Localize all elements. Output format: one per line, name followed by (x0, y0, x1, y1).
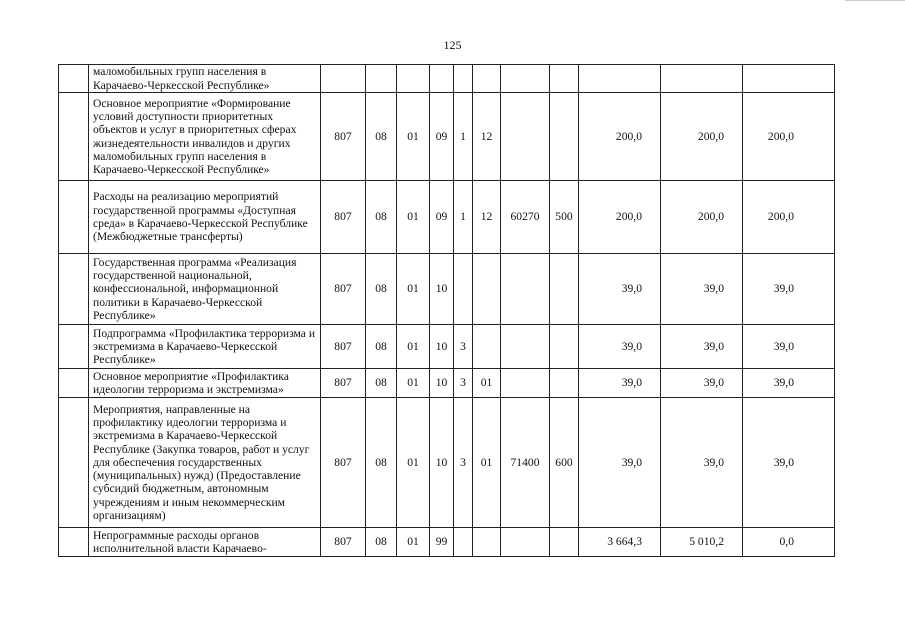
event-code-cell: 12 (473, 93, 501, 181)
subsection-cell (397, 65, 430, 93)
amount-year2-cell (661, 65, 743, 93)
direction-code-cell (501, 93, 550, 181)
amount-year1-cell: 39,0 (579, 398, 661, 528)
program-code-cell: 10 (430, 325, 454, 369)
section-cell (366, 65, 397, 93)
direction-code-cell: 60270 (501, 181, 550, 254)
amount-year1-cell: 3 664,3 (579, 528, 661, 557)
row-number-cell (59, 369, 89, 398)
subprogram-code-cell: 1 (454, 93, 473, 181)
description-cell: Непрограммные расходы органов исполнительной власти Карачаево- (89, 528, 321, 557)
amount-year3-cell (743, 65, 835, 93)
table-row (59, 181, 835, 254)
event-code-cell (473, 528, 501, 557)
amount-year1-cell (579, 65, 661, 93)
row-number-cell (59, 528, 89, 557)
program-code-cell (430, 65, 454, 93)
program-code-cell: 10 (430, 398, 454, 528)
expense-type-cell (550, 528, 579, 557)
amount-year3-cell: 200,0 (743, 181, 835, 254)
subsection-cell: 01 (397, 254, 430, 325)
table-row (59, 398, 835, 528)
subprogram-code-cell (454, 65, 473, 93)
program-code-cell: 10 (430, 254, 454, 325)
event-code-cell: 01 (473, 369, 501, 398)
program-code-cell: 99 (430, 528, 454, 557)
amount-year3-cell: 39,0 (743, 398, 835, 528)
program-code-cell: 09 (430, 181, 454, 254)
subprogram-code-cell: 1 (454, 181, 473, 254)
amount-year2-cell: 39,0 (661, 254, 743, 325)
amount-year2-cell: 200,0 (661, 181, 743, 254)
direction-code-cell: 71400 (501, 398, 550, 528)
description-cell: маломобильных групп населения в Карачаево-Черкесской Республике» (89, 65, 321, 93)
section-cell: 08 (366, 93, 397, 181)
amount-year2-cell: 200,0 (661, 93, 743, 181)
amount-year2-cell: 39,0 (661, 325, 743, 369)
subprogram-code-cell: 3 (454, 325, 473, 369)
amount-year3-cell: 0,0 (743, 528, 835, 557)
amount-year1-cell: 200,0 (579, 181, 661, 254)
section-cell: 08 (366, 325, 397, 369)
expense-type-cell (550, 254, 579, 325)
description-cell: Государственная программа «Реализация государственной национальной, конфессиональной, информационной политики в Карачаево-Черкесской Республике» (89, 254, 321, 325)
admin-code-cell: 807 (321, 181, 366, 254)
expense-type-cell: 500 (550, 181, 579, 254)
subsection-cell: 01 (397, 93, 430, 181)
subsection-cell: 01 (397, 325, 430, 369)
admin-code-cell: 807 (321, 528, 366, 557)
program-code-cell: 09 (430, 93, 454, 181)
direction-code-cell (501, 528, 550, 557)
expense-type-cell: 600 (550, 398, 579, 528)
section-cell: 08 (366, 181, 397, 254)
admin-code-cell (321, 65, 366, 93)
admin-code-cell: 807 (321, 254, 366, 325)
admin-code-cell: 807 (321, 369, 366, 398)
subsection-cell: 01 (397, 528, 430, 557)
table-row (59, 528, 835, 557)
row-number-cell (59, 325, 89, 369)
table-row (59, 93, 835, 181)
amount-year2-cell: 39,0 (661, 369, 743, 398)
subprogram-code-cell: 3 (454, 398, 473, 528)
subsection-cell: 01 (397, 181, 430, 254)
amount-year1-cell: 39,0 (579, 369, 661, 398)
subsection-cell: 01 (397, 398, 430, 528)
scan-edge-line (845, 0, 905, 6)
amount-year3-cell: 39,0 (743, 325, 835, 369)
description-cell: Основное мероприятие «Формирование условий доступности приоритетных объектов и услуг в приоритетных сферах жизнедеятельности инвалидов и других маломобильных групп населения в Карачаево-Черкесской Республике» (89, 93, 321, 181)
admin-code-cell: 807 (321, 93, 366, 181)
event-code-cell (473, 65, 501, 93)
table-row (59, 254, 835, 325)
description-cell: Подпрограмма «Профилактика терроризма и экстремизма в Карачаево-Черкесской Республике» (89, 325, 321, 369)
subprogram-code-cell (454, 254, 473, 325)
event-code-cell: 12 (473, 181, 501, 254)
admin-code-cell: 807 (321, 325, 366, 369)
row-number-cell (59, 65, 89, 93)
direction-code-cell (501, 65, 550, 93)
expense-type-cell (550, 65, 579, 93)
direction-code-cell (501, 325, 550, 369)
amount-year1-cell: 39,0 (579, 254, 661, 325)
row-number-cell (59, 398, 89, 528)
table-row (59, 325, 835, 369)
direction-code-cell (501, 369, 550, 398)
amount-year3-cell: 39,0 (743, 254, 835, 325)
section-cell: 08 (366, 528, 397, 557)
row-number-cell (59, 181, 89, 254)
table-row (59, 65, 835, 93)
subsection-cell: 01 (397, 369, 430, 398)
section-cell: 08 (366, 369, 397, 398)
subprogram-code-cell: 3 (454, 369, 473, 398)
event-code-cell (473, 325, 501, 369)
program-code-cell: 10 (430, 369, 454, 398)
description-cell: Расходы на реализацию мероприятий государственной программы «Доступная среда» в Карачаево-Черкесской Республике (Межбюджетные трансферты) (89, 181, 321, 254)
expense-type-cell (550, 325, 579, 369)
expense-type-cell (550, 93, 579, 181)
amount-year3-cell: 200,0 (743, 93, 835, 181)
section-cell: 08 (366, 254, 397, 325)
row-number-cell (59, 93, 89, 181)
expense-type-cell (550, 369, 579, 398)
admin-code-cell: 807 (321, 398, 366, 528)
row-number-cell (59, 254, 89, 325)
page-number: 125 (443, 38, 462, 52)
description-cell: Мероприятия, направленные на профилактику идеологии терроризма и экстремизма в Карачаево-Черкесской Республике (Закупка товаров, работ и услуг для обеспечения государственных (муниципальных) нужд) (Предоставление субсидий бюджетным, автономным учреждениям и иным некоммерческим организациям) (89, 398, 321, 528)
section-cell: 08 (366, 398, 397, 528)
budget-table (58, 64, 835, 557)
amount-year2-cell: 39,0 (661, 398, 743, 528)
table-row (59, 369, 835, 398)
subprogram-code-cell (454, 528, 473, 557)
description-cell: Основное мероприятие «Профилактика идеологии терроризма и экстремизма» (89, 369, 321, 398)
event-code-cell (473, 254, 501, 325)
amount-year2-cell: 5 010,2 (661, 528, 743, 557)
event-code-cell: 01 (473, 398, 501, 528)
amount-year1-cell: 200,0 (579, 93, 661, 181)
direction-code-cell (501, 254, 550, 325)
amount-year1-cell: 39,0 (579, 325, 661, 369)
amount-year3-cell: 39,0 (743, 369, 835, 398)
